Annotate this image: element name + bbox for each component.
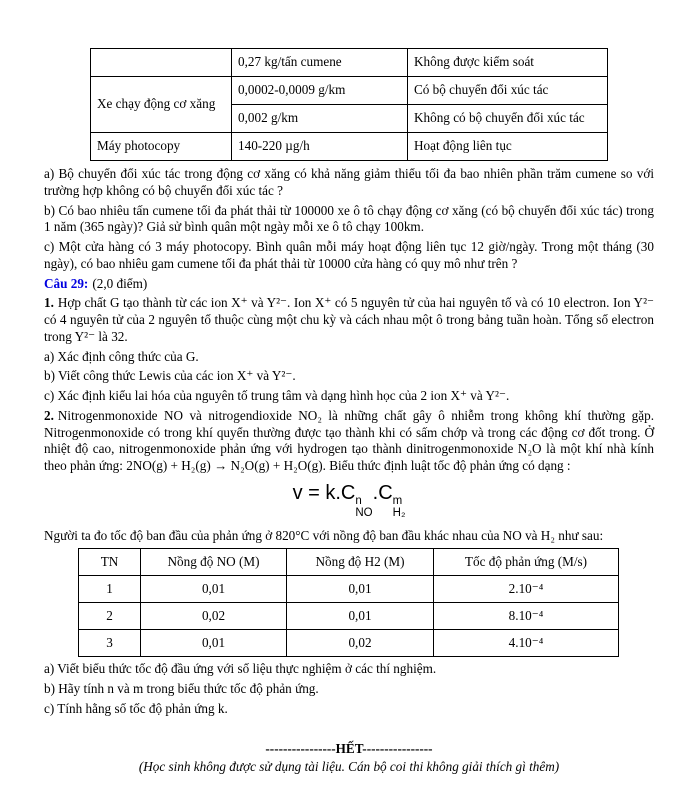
emission-condition-cell: Hoạt động liên tục [408,133,608,161]
rate-question-b: b) Hãy tính n và m trong biểu thức tốc độ phản ứng. [44,680,319,696]
rate-intro: Người ta đo tốc độ ban đầu của phản ứng ở 820°C với nồng độ ban đầu khác nhau của NO và H₂ như sau: [44,528,604,544]
cumene-question-b: b) Có bao nhiêu tấn cumene tối đa phát thải từ 100000 xe ô tô chạy động cơ xăng (có bộ chuyển đổi xúc tác) trong 1 năm (365 ngày)? Giả sử bình quân một ngày mỗi xe ô tô chạy 100km. [44,202,654,235]
table-row [79,576,619,603]
formula-exponent-m: m [392,495,403,508]
formula-lhs: v = k. [292,482,341,505]
emission-condition-cell: Không được kiểm soát [408,49,608,77]
header-h2-conc: Nồng độ H2 (M) [287,549,434,576]
cell-no-conc: 0,01 [141,576,287,603]
emission-condition-cell: Có bộ chuyển đổi xúc tác [408,77,608,105]
emission-rate-cell: 0,0002-0,0009 g/km [232,77,408,105]
formula-c-h2-base: C [378,482,393,505]
emission-rate-cell: 0,27 kg/tấn cumene [232,49,408,77]
end-marker: ----------------HẾT---------------- [265,741,433,757]
emissions-table [90,48,608,161]
problem2-number: 2. [44,407,54,423]
problem1-statement [44,295,654,345]
cell-tn: 2 [79,603,141,630]
cau29-heading [44,276,654,293]
cau29-label: Câu 29: [44,275,89,291]
cau29-points: (2,0 điểm) [92,275,148,291]
formula-c-no-scripts [355,495,372,519]
rate-question-c: c) Tính hằng số tốc độ phản ứng k. [44,700,228,716]
cell-h2-conc: 0,01 [287,603,434,630]
problem1-question-c: c) Xác định kiểu lai hóa của nguyên tố trung tâm và dạng hình học của 2 ion X⁺ và Y²⁻. [44,388,510,404]
problem1-question-a: a) Xác định công thức của G. [44,348,199,364]
emission-condition-cell: Không có bộ chuyển đổi xúc tác [408,105,608,133]
formula-exponent-n: n [355,495,362,508]
cumene-question-c: c) Một cửa hàng có 3 máy photocopy. Bình quân mỗi máy hoạt động liên tục 12 giờ/ngày. Trong một tháng (30 ngày), có bao nhiêu gam cumene tối đa phát thải từ 10000 cửa hàng có quy mô như trên ? [44,239,654,271]
rate-question-a: a) Viết biểu thức tốc độ đầu ứng với số liệu thực nghiệm ở các thí nghiệm. [44,661,437,677]
table-row [79,603,619,630]
problem1-question-b: b) Viết công thức Lewis của các ion X⁺ và Y²⁻. [44,368,296,384]
problem2-statement [44,408,654,475]
emission-rate-cell: 140-220 µg/h [232,133,408,161]
rate-table [78,548,619,657]
table-row [91,49,608,77]
emission-source-cell [91,49,232,77]
formula-subscript-no: NO [355,507,373,520]
header-rate: Tốc độ phản ứng (M/s) [434,549,619,576]
formula-c-no-base: C [340,482,356,505]
formula-c-h2-scripts [393,495,406,519]
cell-no-conc: 0,01 [141,630,287,657]
table-row [91,77,608,105]
header-no-conc: Nồng độ NO (M) [141,549,287,576]
cell-rate: 2.10⁻⁴ [434,576,619,603]
footer-note: (Học sinh không được sử dụng tài liệu. Cán bộ coi thi không giải thích gì thêm) [138,759,560,775]
table-header-row [79,549,619,576]
problem1-number: 1. [44,295,54,311]
problem2-text: Nitrogenmonoxide NO và nitrogendioxide NO₂ là những chất gây ô nhiễm trong không khí thường gặp. Nitrogenmonoxide có trong khí quyển thường được tạo thành khi có sấm chớp và trong các động cơ đốt trong. Ở nhiệt độ cao, nitrogenmonoxide phản ứng với hydrogen tạo thành dinitrogenmonoxide N₂O là một khí nhà kính theo phản ứng: 2NO(g) + H₂(g) → N₂O(g) + H₂O(g). Biểu thức định luật tốc độ phản ứng có dạng : [44,407,654,474]
table-row [79,630,619,657]
formula-dot: . [372,482,379,505]
cell-h2-conc: 0,01 [287,576,434,603]
cell-no-conc: 0,02 [141,603,287,630]
emission-source-cell: Máy photocopy [91,133,232,161]
cell-tn: 3 [79,630,141,657]
cell-rate: 4.10⁻⁴ [434,630,619,657]
rate-law-formula [44,482,654,519]
cell-h2-conc: 0,02 [287,630,434,657]
cell-tn: 1 [79,576,141,603]
table-row [91,133,608,161]
cell-rate: 8.10⁻⁴ [434,603,619,630]
emission-rate-cell: 0,002 g/km [232,105,408,133]
cumene-question-a: a) Bộ chuyển đổi xúc tác trong động cơ xăng có khả năng giảm thiểu tối đa bao nhiên phần trăm cumene so với trường hợp không có bộ chuyển đổi xúc tác ? [44,166,654,198]
problem1-text: Hợp chất G tạo thành từ các ion X⁺ và Y²⁻. Ion X⁺ có 5 nguyên tử của hai nguyên tố và có 10 electron. Ion Y²⁻ có 4 nguyên tử của 2 nguyên tố thuộc cùng một chu kỳ và cách nhau một ô trong bảng tuần hoàn. Tổng số electron trong Y²⁻ là 32. [44,295,654,344]
header-tn: TN [79,549,141,576]
formula-subscript-h2: H₂ [392,507,406,520]
emission-source-cell: Xe chạy động cơ xăng [91,77,232,133]
